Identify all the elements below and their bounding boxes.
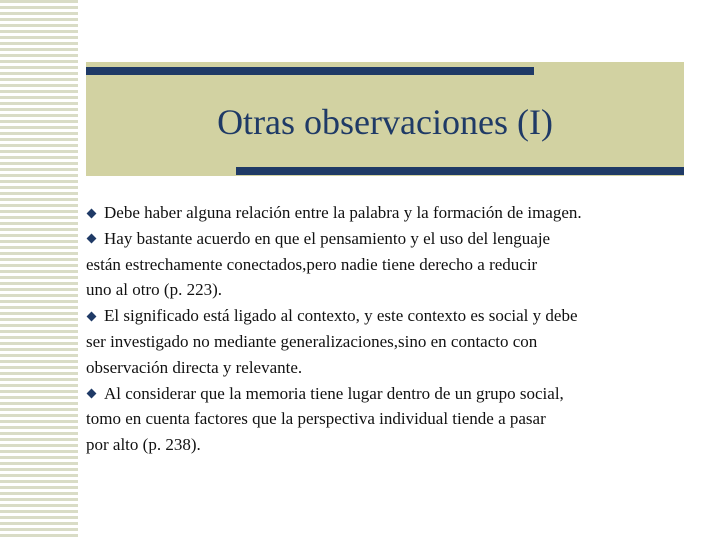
bullet-line: tomo en cuenta factores que la perspectiva individual tiende a pasar: [86, 409, 546, 429]
diamond-bullet-icon: [87, 389, 97, 399]
title-rule-bottom: [236, 167, 684, 175]
bullet-line: [86, 200, 686, 226]
diamond-bullet-icon: [87, 234, 97, 244]
bullet-line: están estrechamente conectados,pero nadie tiene derecho a reducir: [86, 254, 538, 274]
bullet-line: [86, 381, 686, 407]
bullet-item: [86, 226, 686, 303]
bullet-item: [86, 303, 686, 380]
slide-title: Otras observaciones (I): [217, 102, 553, 142]
bullet-list: [86, 200, 686, 458]
bullet-line: observación directa y relevante.: [86, 357, 303, 377]
diamond-bullet-icon: [87, 208, 97, 218]
title-rule-top: [86, 67, 534, 75]
bullet-line: ser investigado no mediante generalizaciones,sino en contacto con: [86, 331, 538, 351]
bullet-line: [86, 226, 686, 252]
bullet-line: uno al otro (p. 223).: [86, 280, 222, 300]
bullet-line: por alto (p. 238).: [86, 435, 201, 455]
decorative-stripe-bar: [0, 0, 78, 540]
bullet-item: [86, 200, 686, 226]
bullet-text: Debe haber alguna relación entre la palabra y la formación de imagen.: [104, 203, 582, 222]
bullet-text: Hay bastante acuerdo en que el pensamiento y el uso del lenguaje: [104, 228, 551, 248]
diamond-bullet-icon: [87, 311, 97, 321]
bullet-text: El significado está ligado al contexto, y este contexto es social y debe: [104, 306, 578, 326]
bullet-text: Al considerar que la memoria tiene lugar dentro de un grupo social,: [104, 383, 564, 403]
bullet-line: [86, 303, 686, 329]
bullet-item: [86, 381, 686, 458]
